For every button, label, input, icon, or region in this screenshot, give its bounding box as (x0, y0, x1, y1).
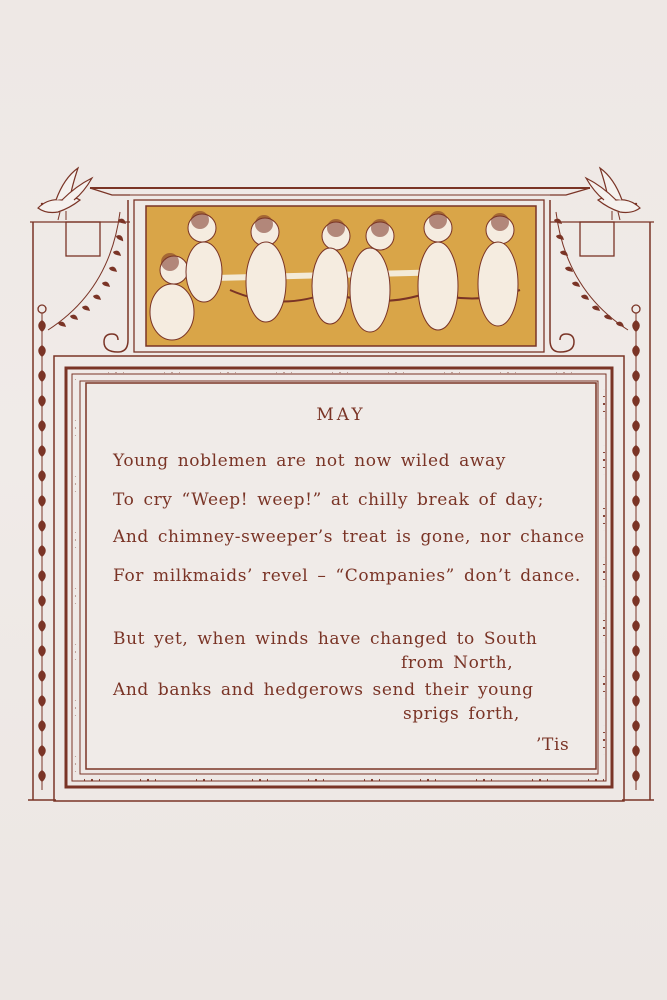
poem-line-6: And banks and hedgerows send their young (113, 680, 534, 700)
poem-panel (86, 383, 596, 769)
poem-line-4: For milkmaids’ revel – “Companies” don’t dance. (113, 566, 581, 586)
poem-line-6-continued: sprigs forth, (403, 704, 520, 724)
poem-line-5: But yet, when winds have changed to South (113, 629, 538, 649)
cherub-frieze (134, 200, 544, 352)
right-dove (586, 168, 640, 220)
poem-line-3: And chimney-sweeper’s treat is gone, nor chance (113, 527, 585, 547)
poem-line-1: Young noblemen are not now wiled away (113, 451, 506, 471)
left-vine (38, 305, 46, 790)
catchword: ’Tis (536, 735, 570, 755)
left-dove (38, 168, 92, 220)
poem-title: MAY (316, 405, 366, 425)
poem-line-5-continued: from North, (401, 653, 514, 673)
poem-line-2: To cry “Weep! weep!” at chilly break of day; (113, 490, 545, 510)
right-vine (632, 305, 640, 790)
